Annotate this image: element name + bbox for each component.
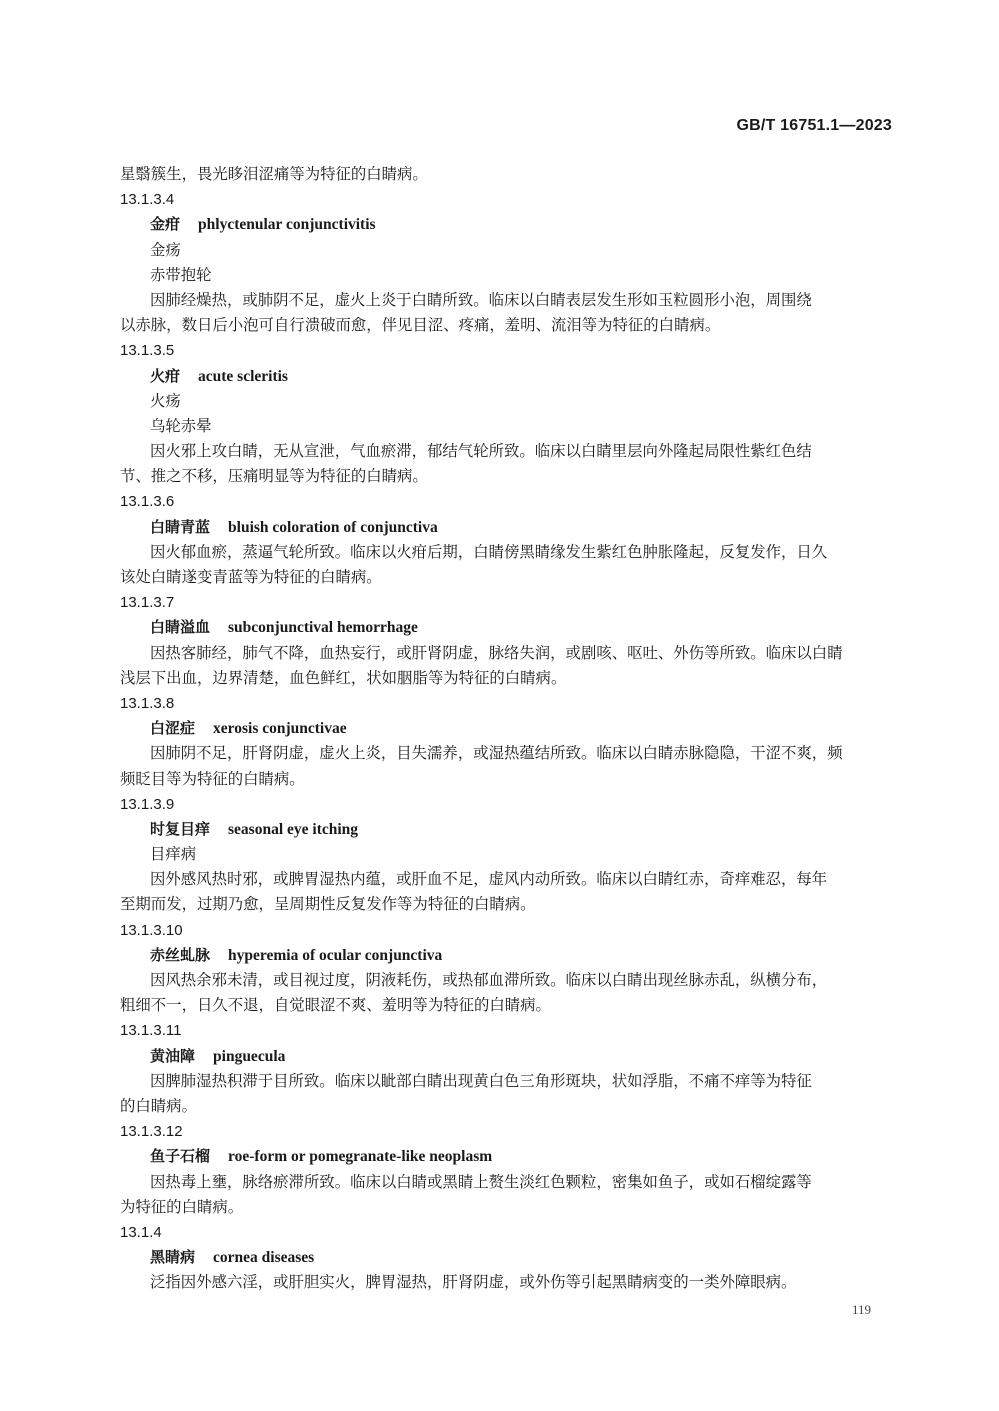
definition-line: 的白睛病。 <box>120 1096 197 1115</box>
definition-line: 因火郁血瘀，蒸逼气轮所致。临床以火疳后期，白睛傍黑睛缘发生紫红色肿胀隆起，反复发作，日久 <box>150 542 828 561</box>
definition-line: 至期而发，过期乃愈，呈周期性反复发作等为特征的白睛病。 <box>120 895 536 914</box>
definition-line: 因热毒上壅，脉络瘀滞所致。临床以白睛或黑睛上赘生淡红色颗粒，密集如鱼子，或如石榴绽露等 <box>150 1172 812 1191</box>
definition-line: 因外感风热时邪，或脾胃湿热内蕴，或肝血不足，虚风内动所致。临床以白睛红赤，奇痒难忍，每年 <box>150 870 828 889</box>
definition-line: 为特征的白睛病。 <box>120 1197 244 1216</box>
entry-number: 13.1.3.6 <box>120 493 175 511</box>
entry-number: 13.1.4 <box>120 1223 162 1241</box>
entry-term <box>120 716 895 741</box>
entry-number: 13.1.3.5 <box>120 342 175 360</box>
term-synonym: 火疡 <box>150 391 181 410</box>
definition-line: 节、推之不移，压痛明显等为特征的白睛病。 <box>120 467 428 486</box>
entry-term <box>120 212 895 237</box>
term-chinese: 白睛青蓝 <box>150 517 211 536</box>
term-english: acute scleritis <box>198 367 288 385</box>
term-chinese: 鱼子石榴 <box>150 1147 211 1166</box>
term-english: pinguecula <box>213 1047 286 1065</box>
entry-term <box>120 1044 895 1069</box>
definition-line: 该处白睛遂变青蓝等为特征的白睛病。 <box>120 568 382 586</box>
entry-term <box>120 615 895 640</box>
term-synonym: 乌轮赤晕 <box>150 416 212 435</box>
definition-line: 因热客肺经，肺气不降，血热妄行，或肝肾阴虚，脉络失润，或剧咳、呕吐、外伤等所致。临床以白睛 <box>150 643 843 662</box>
term-english: seasonal eye itching <box>228 820 359 838</box>
term-chinese: 火疳 <box>150 366 181 385</box>
entry-term <box>120 364 895 389</box>
entry-term <box>120 943 895 968</box>
definition-line: 浅层下出血，边界清楚，血色鲜红，状如胭脂等为特征的白睛病。 <box>120 668 567 687</box>
entry-number: 13.1.3.9 <box>120 795 175 813</box>
term-synonym: 金疡 <box>150 240 181 259</box>
term-chinese: 白涩症 <box>150 719 196 738</box>
standard-code-header: GB/T 16751.1—2023 <box>736 117 892 134</box>
entry-number: 13.1.3.12 <box>120 1123 183 1141</box>
definition-line: 因肺阴不足，肝肾阴虚，虚火上炎，目失濡养，或湿热蕴结所致。临床以白睛赤脉隐隐，干涩不爽，频 <box>150 744 843 763</box>
entry-number: 13.1.3.10 <box>120 921 183 939</box>
term-english: subconjunctival hemorrhage <box>228 619 418 637</box>
term-synonym: 赤带抱轮 <box>150 265 212 284</box>
term-chinese: 白睛溢血 <box>150 618 211 637</box>
term-english: roe-form or pomegranate-like neoplasm <box>228 1148 493 1166</box>
definition-line: 因火邪上攻白睛，无从宣泄，气血瘀滞，郁结气轮所致。临床以白睛里层向外隆起局限性紫红色结 <box>150 442 812 461</box>
term-chinese: 金疳 <box>150 215 181 234</box>
term-english: cornea diseases <box>213 1249 315 1267</box>
page-number: 119 <box>851 1302 871 1317</box>
entry-number: 13.1.3.8 <box>120 694 175 712</box>
definition-line: 因风热余邪未清，或目视过度，阴液耗伤，或热郁血滞所致。临床以白睛出现丝脉赤乱，纵横分布， <box>150 971 828 989</box>
term-english: bluish coloration of conjunctiva <box>228 518 438 536</box>
definition-line: 因脾肺湿热积滞于目所致。临床以眦部白睛出现黄白色三角形斑块，状如浮脂，不痛不痒等为特征 <box>150 1071 812 1090</box>
entry-term <box>120 1245 895 1270</box>
term-chinese: 黄油障 <box>150 1046 196 1065</box>
term-english: hyperemia of ocular conjunctiva <box>228 946 443 964</box>
definition-line: 粗细不一，日久不退，自觉眼涩不爽、羞明等为特征的白睛病。 <box>120 996 551 1015</box>
document-body <box>120 162 895 1295</box>
term-synonym: 目痒病 <box>150 845 197 864</box>
entry-term <box>120 515 895 540</box>
intro-text: 星翳簇生，畏光眵泪涩痛等为特征的白睛病。 <box>120 165 428 183</box>
entry-number: 13.1.3.11 <box>120 1022 182 1040</box>
definition-line: 泛指因外感六淫，或肝胆实火，脾胃湿热，肝肾阴虚，或外伤等引起黑睛病变的一类外障眼病。 <box>150 1273 797 1292</box>
entry-term <box>120 817 895 842</box>
definition-line: 因肺经燥热，或肺阴不足，虚火上炎于白睛所致。临床以白睛表层发生形如玉粒圆形小泡，周围绕 <box>150 290 812 309</box>
term-chinese: 时复目痒 <box>150 819 211 838</box>
term-english: phlyctenular conjunctivitis <box>198 216 376 234</box>
entry-number: 13.1.3.4 <box>120 191 175 209</box>
entry-term <box>120 1144 895 1169</box>
definition-line: 以赤脉，数日后小泡可自行溃破而愈，伴见目涩、疼痛，羞明、流泪等为特征的白睛病。 <box>120 316 721 335</box>
entry-number: 13.1.3.7 <box>120 594 175 612</box>
term-english: xerosis conjunctivae <box>213 720 347 738</box>
definition-line: 频眨目等为特征的白睛病。 <box>120 769 305 788</box>
term-chinese: 赤丝虬脉 <box>150 945 211 964</box>
term-chinese: 黑睛病 <box>150 1248 196 1267</box>
